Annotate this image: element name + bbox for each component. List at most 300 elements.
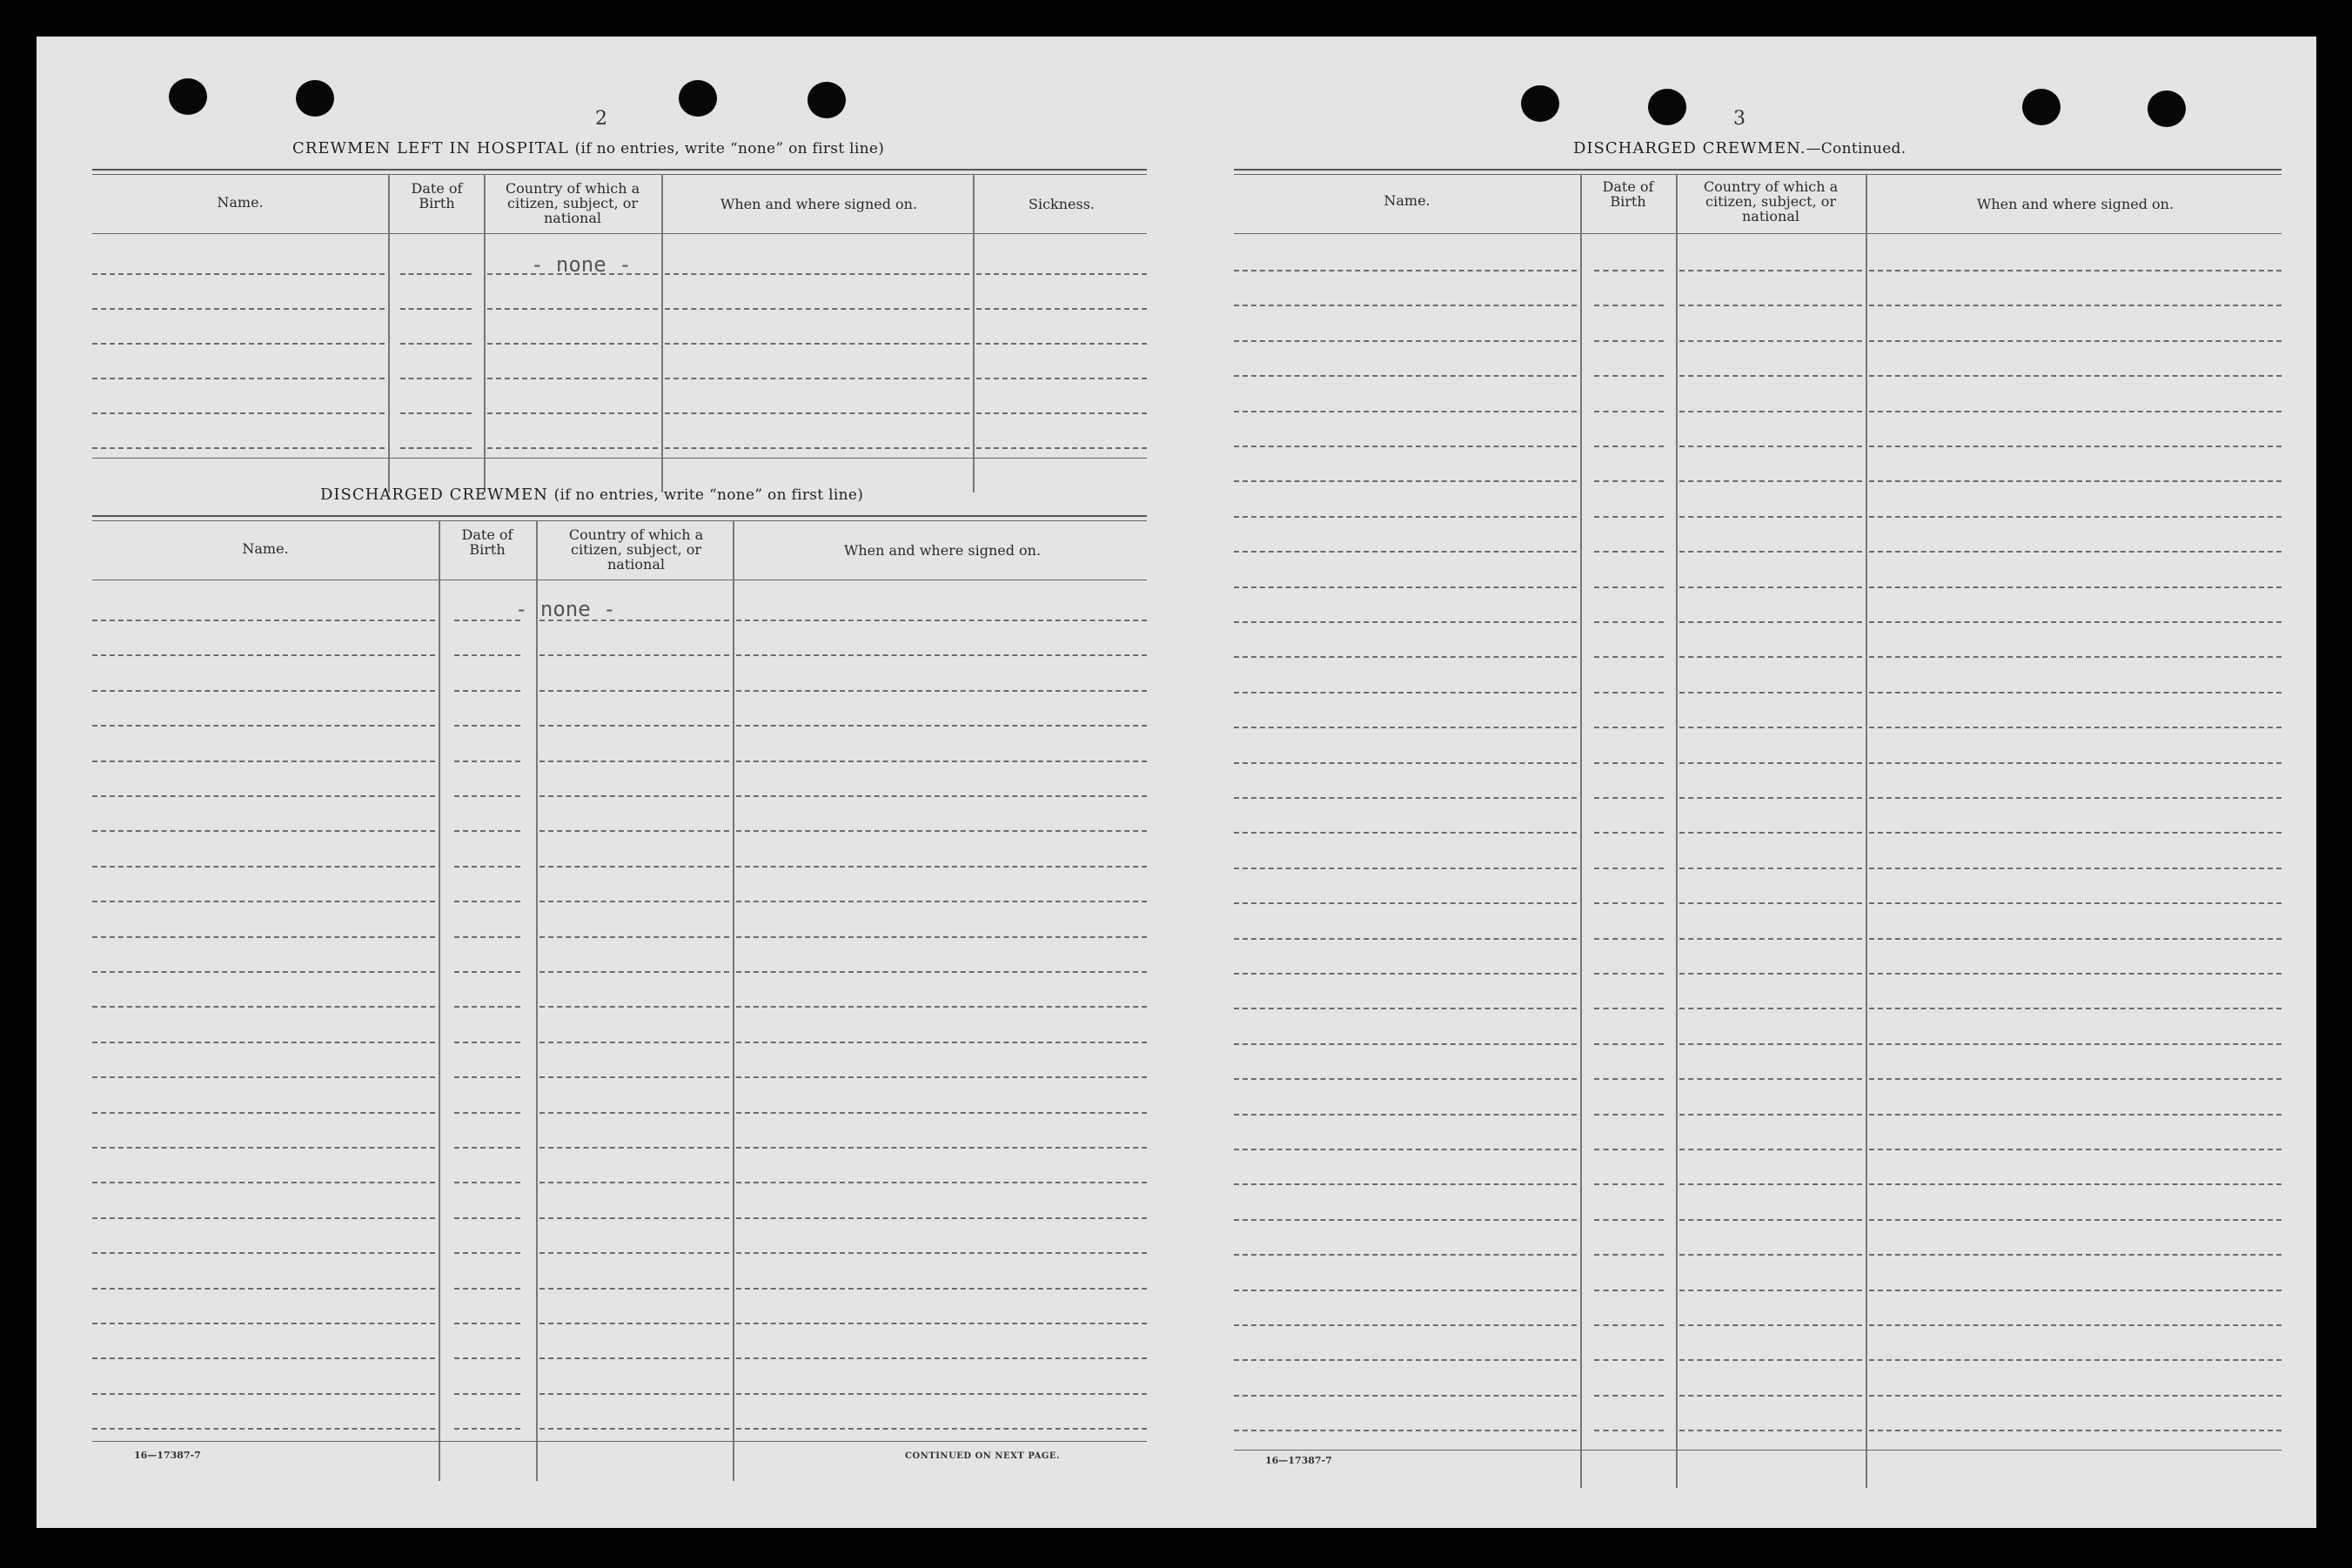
ruled-line (1679, 621, 1862, 623)
table-top-rule (92, 520, 1147, 521)
ruled-line (92, 412, 385, 414)
ruled-line (736, 725, 1147, 727)
column-divider (1580, 174, 1582, 1488)
ruled-line (1869, 621, 2282, 623)
ruled-line (1594, 1430, 1664, 1431)
ruled-line (1679, 1254, 1862, 1256)
ruled-line (1679, 656, 1862, 658)
ruled-line (92, 447, 385, 449)
ruled-line (736, 1393, 1147, 1395)
ruled-line (1234, 938, 1577, 940)
ruled-line (1679, 1324, 1862, 1326)
ruled-line (1594, 692, 1664, 694)
ruled-line (1869, 1430, 2282, 1431)
ruled-line (1679, 1430, 1862, 1431)
ruled-line (1234, 1043, 1577, 1045)
ruled-line (539, 901, 729, 902)
ruled-line (665, 447, 969, 449)
ruled-line (976, 447, 1147, 449)
ruled-line (1679, 1043, 1862, 1045)
ruled-line (487, 378, 658, 379)
ruled-line (1869, 480, 2282, 482)
ruled-line (1594, 938, 1664, 940)
ruled-line (454, 1006, 520, 1008)
ruled-line (1679, 305, 1862, 306)
ruled-line (736, 1357, 1147, 1359)
ruled-line (1594, 868, 1664, 869)
ruled-line (1679, 480, 1862, 482)
column-header-country: Country of which a citizen, subject, or national (1703, 178, 1839, 224)
ruled-line (1594, 1078, 1664, 1080)
ruled-line (1594, 340, 1664, 342)
column-header-country: Country of which a citizen, subject, or national (505, 180, 640, 226)
ruled-line (454, 1182, 520, 1183)
ruled-line (454, 1428, 520, 1430)
ruled-line (1594, 551, 1664, 553)
ruled-line (539, 1042, 729, 1043)
ruled-line (1679, 1008, 1862, 1009)
column-header-name: Name. (242, 540, 289, 557)
ruled-line (1679, 551, 1862, 553)
ruled-line (454, 1112, 520, 1114)
column-header-sickness: Sickness. (1028, 196, 1095, 212)
column-header-name: Name. (1384, 192, 1431, 209)
ruled-line (736, 866, 1147, 868)
ruled-line (1869, 1114, 2282, 1116)
ruled-line (1594, 1359, 1664, 1361)
ruled-line (454, 690, 520, 692)
ruled-line (454, 725, 520, 727)
ruled-line (92, 725, 435, 727)
ruled-line (1679, 832, 1862, 834)
ruled-line (1234, 411, 1577, 412)
ruled-line (1234, 973, 1577, 975)
punch-hole (679, 80, 717, 117)
ruled-line (454, 971, 520, 973)
ruled-line (539, 830, 729, 832)
ruled-line (1594, 1254, 1664, 1256)
ruled-line (1869, 270, 2282, 271)
ruled-line (1594, 1395, 1664, 1397)
ruled-line (539, 971, 729, 973)
ruled-line (92, 936, 435, 938)
table-top-rule (92, 174, 1147, 175)
ruled-line (1234, 832, 1577, 834)
ruled-line (1234, 1395, 1577, 1397)
ruled-line (736, 795, 1147, 797)
ruled-line (736, 654, 1147, 656)
ruled-line (1679, 1114, 1862, 1116)
column-header-dob: Date of Birth (1602, 178, 1654, 210)
ruled-line (454, 830, 520, 832)
ruled-line (1869, 868, 2282, 869)
ruled-line (1869, 1043, 2282, 1045)
ruled-line (1234, 446, 1577, 447)
header-bottom-rule (92, 233, 1147, 234)
ruled-line (1679, 1290, 1862, 1291)
column-divider (439, 520, 440, 1481)
ruled-line (1869, 762, 2282, 764)
punch-hole (2022, 89, 2061, 125)
discharged-section-title: DISCHARGED CREWMEN (if no entries, write “none” on first line) (320, 486, 864, 504)
ruled-line (1869, 1008, 2282, 1009)
ruled-line (1234, 305, 1577, 306)
ruled-line (736, 1217, 1147, 1219)
ruled-line (92, 654, 435, 656)
column-header-name: Name. (217, 194, 264, 211)
column-divider (1866, 174, 1867, 1488)
ruled-line (1234, 902, 1577, 904)
table-top-rule (1234, 174, 2282, 175)
ruled-line (1594, 480, 1664, 482)
ruled-line (92, 343, 385, 345)
ruled-line (539, 725, 729, 727)
ruled-line (736, 1288, 1147, 1290)
ruled-line (1869, 375, 2282, 377)
ruled-line (736, 690, 1147, 692)
ruled-line (1234, 586, 1577, 588)
ruled-line (487, 273, 658, 275)
table-bottom-rule (92, 458, 1147, 459)
ruled-line (1594, 305, 1664, 306)
ruled-line (1869, 1395, 2282, 1397)
punch-hole (807, 82, 846, 118)
ruled-line (1869, 938, 2282, 940)
ruled-line (1234, 1254, 1577, 1256)
ruled-line (92, 1393, 435, 1395)
ruled-line (1234, 1078, 1577, 1080)
ruled-line (1869, 973, 2282, 975)
ruled-line (1594, 1149, 1664, 1150)
ruled-line (1869, 340, 2282, 342)
ruled-line (92, 1288, 435, 1290)
ruled-line (665, 343, 969, 345)
ruled-line (1869, 692, 2282, 694)
ruled-line (1869, 1078, 2282, 1080)
ruled-line (1594, 446, 1664, 447)
ruled-line (1594, 762, 1664, 764)
ruled-line (1594, 586, 1664, 588)
ruled-line (92, 1182, 435, 1183)
ruled-line (1679, 692, 1862, 694)
ruled-line (92, 1112, 435, 1114)
ruled-line (1594, 411, 1664, 412)
ruled-line (1869, 551, 2282, 553)
ruled-line (400, 378, 472, 379)
ruled-line (1869, 727, 2282, 728)
ruled-line (1679, 902, 1862, 904)
ruled-line (736, 1323, 1147, 1324)
ruled-line (976, 308, 1147, 310)
ruled-line (1234, 656, 1577, 658)
ruled-line (454, 654, 520, 656)
ruled-line (539, 620, 729, 621)
ruled-line (454, 1323, 520, 1324)
ruled-line (1234, 1359, 1577, 1361)
ruled-line (1234, 1008, 1577, 1009)
ruled-line (1234, 340, 1577, 342)
ruled-line (539, 1006, 729, 1008)
page-number-left: 2 (595, 108, 607, 130)
ruled-line (1679, 868, 1862, 869)
ruled-line (454, 795, 520, 797)
ruled-line (736, 901, 1147, 902)
ruled-line (539, 1112, 729, 1114)
ruled-line (92, 1252, 435, 1254)
ruled-line (539, 1147, 729, 1149)
column-header-dob: Date of Birth (461, 526, 513, 558)
column-divider (973, 174, 975, 493)
ruled-line (1234, 797, 1577, 799)
ruled-line (1594, 656, 1664, 658)
ruled-line (1679, 1395, 1862, 1397)
ruled-line (736, 1147, 1147, 1149)
ruled-line (487, 343, 658, 345)
ruled-line (92, 378, 385, 379)
ruled-line (665, 378, 969, 379)
ruled-line (1594, 1324, 1664, 1326)
typed-none-entry: - none - (531, 252, 632, 277)
punch-hole (2148, 90, 2186, 127)
ruled-line (92, 1323, 435, 1324)
ruled-line (736, 1076, 1147, 1078)
ruled-line (1869, 1183, 2282, 1185)
ruled-line (1234, 1183, 1577, 1185)
ruled-line (539, 690, 729, 692)
ruled-line (1594, 1290, 1664, 1291)
punch-hole (169, 78, 207, 115)
ruled-line (1679, 797, 1862, 799)
ruled-line (539, 1393, 729, 1395)
column-divider (536, 520, 538, 1481)
ruled-line (454, 1147, 520, 1149)
ruled-line (1869, 1290, 2282, 1291)
ruled-line (736, 761, 1147, 762)
column-divider (388, 174, 390, 493)
ruled-line (92, 1147, 435, 1149)
ruled-line (736, 971, 1147, 973)
ruled-line (1679, 762, 1862, 764)
ruled-line (736, 620, 1147, 621)
ruled-line (400, 343, 472, 345)
ruled-line (736, 1428, 1147, 1430)
ruled-line (539, 761, 729, 762)
punch-hole (1648, 89, 1686, 125)
ruled-line (454, 620, 520, 621)
ruled-line (1679, 1149, 1862, 1150)
ruled-line (1869, 516, 2282, 518)
ruled-line (1869, 411, 2282, 412)
ruled-line (1869, 1219, 2282, 1221)
column-header-signed: When and where signed on. (720, 196, 918, 212)
ruled-line (1679, 938, 1862, 940)
ruled-line (539, 936, 729, 938)
table-bottom-rule (1234, 1450, 2282, 1451)
ruled-line (454, 1042, 520, 1043)
ruled-line (1679, 446, 1862, 447)
ruled-line (92, 1006, 435, 1008)
ruled-line (1679, 586, 1862, 588)
ruled-line (1869, 446, 2282, 447)
ruled-line (400, 412, 472, 414)
ruled-line (539, 866, 729, 868)
ruled-line (92, 273, 385, 275)
ruled-line (539, 654, 729, 656)
ruled-line (1594, 621, 1664, 623)
ruled-line (1234, 1324, 1577, 1326)
ruled-line (92, 690, 435, 692)
right-section-title: DISCHARGED CREWMEN.—Continued. (1573, 139, 1906, 157)
ruled-line (92, 1042, 435, 1043)
ruled-line (539, 1357, 729, 1359)
ruled-line (1869, 656, 2282, 658)
ruled-line (736, 1042, 1147, 1043)
ruled-line (1679, 973, 1862, 975)
ruled-line (1234, 270, 1577, 271)
ruled-line (400, 273, 472, 275)
column-header-country: Country of which a citizen, subject, or national (568, 526, 704, 573)
ruled-line (1234, 621, 1577, 623)
ruled-line (1869, 1324, 2282, 1326)
ruled-line (92, 1428, 435, 1430)
ruled-line (665, 412, 969, 414)
ruled-line (1594, 1183, 1664, 1185)
ruled-line (976, 378, 1147, 379)
ruled-line (1679, 375, 1862, 377)
ruled-line (400, 447, 472, 449)
ruled-line (487, 412, 658, 414)
table-bottom-rule (92, 1441, 1147, 1442)
ruled-line (976, 412, 1147, 414)
ruled-line (1594, 516, 1664, 518)
ruled-line (539, 795, 729, 797)
ruled-line (1869, 1359, 2282, 1361)
ruled-line (454, 1252, 520, 1254)
ruled-line (539, 1288, 729, 1290)
ruled-line (1679, 270, 1862, 271)
form-number: 16—17387-7 (1265, 1455, 1332, 1466)
ruled-line (1234, 375, 1577, 377)
ruled-line (1869, 797, 2282, 799)
ruled-line (454, 1288, 520, 1290)
ruled-line (454, 936, 520, 938)
table-top-rule (1234, 169, 2282, 171)
ruled-line (1594, 1114, 1664, 1116)
ruled-line (1679, 516, 1862, 518)
ruled-line (1679, 727, 1862, 728)
ruled-line (665, 308, 969, 310)
ruled-line (736, 936, 1147, 938)
punch-hole (1521, 85, 1559, 122)
column-divider (733, 520, 734, 1481)
ruled-line (1594, 1043, 1664, 1045)
ruled-line (1869, 1149, 2282, 1150)
ruled-line (736, 1182, 1147, 1183)
ruled-line (1234, 516, 1577, 518)
ruled-line (1679, 1183, 1862, 1185)
ruled-line (92, 1357, 435, 1359)
ruled-line (1869, 902, 2282, 904)
ruled-line (1869, 832, 2282, 834)
ruled-line (1594, 1219, 1664, 1221)
ruled-line (92, 1076, 435, 1078)
ruled-line (1234, 868, 1577, 869)
ruled-line (1234, 692, 1577, 694)
ruled-line (1594, 727, 1664, 728)
typed-none-entry: - none - (515, 597, 616, 621)
punch-hole (296, 80, 334, 117)
ruled-line (487, 447, 658, 449)
ruled-line (539, 1428, 729, 1430)
ruled-line (1869, 586, 2282, 588)
ruled-line (400, 308, 472, 310)
page-number-right: 3 (1733, 108, 1746, 130)
table-top-rule (92, 515, 1147, 517)
ruled-line (454, 761, 520, 762)
ruled-line (539, 1182, 729, 1183)
ruled-line (736, 1006, 1147, 1008)
ruled-line (1594, 832, 1664, 834)
column-divider (1676, 174, 1678, 1488)
ruled-line (92, 866, 435, 868)
ruled-line (92, 971, 435, 973)
ruled-line (539, 1252, 729, 1254)
ruled-line (976, 273, 1147, 275)
ruled-line (454, 901, 520, 902)
ruled-line (1234, 1114, 1577, 1116)
ruled-line (665, 273, 969, 275)
ruled-line (1594, 375, 1664, 377)
ruled-line (736, 1112, 1147, 1114)
ruled-line (539, 1323, 729, 1324)
ruled-line (454, 1217, 520, 1219)
ruled-line (1594, 902, 1664, 904)
ruled-line (1679, 340, 1862, 342)
header-bottom-rule (1234, 233, 2282, 234)
ruled-line (1234, 551, 1577, 553)
ruled-line (1234, 1290, 1577, 1291)
ruled-line (1679, 1078, 1862, 1080)
ruled-line (976, 343, 1147, 345)
column-divider (661, 174, 663, 493)
ruled-line (1869, 1254, 2282, 1256)
ruled-line (1234, 1149, 1577, 1150)
ruled-line (539, 1076, 729, 1078)
ruled-line (454, 1393, 520, 1395)
ruled-line (1234, 1219, 1577, 1221)
column-header-signed: When and where signed on. (1976, 196, 2174, 212)
column-header-dob: Date of Birth (411, 180, 463, 211)
column-header-signed: When and where signed on. (843, 542, 1042, 559)
ruled-line (1679, 1359, 1862, 1361)
column-divider (484, 174, 486, 493)
ruled-line (1594, 270, 1664, 271)
ruled-line (454, 1357, 520, 1359)
ruled-line (736, 1252, 1147, 1254)
ruled-line (92, 761, 435, 762)
ruled-line (736, 830, 1147, 832)
form-number: 16—17387-7 (134, 1450, 201, 1461)
continued-note: CONTINUED ON NEXT PAGE. (905, 1451, 1061, 1461)
ruled-line (92, 1217, 435, 1219)
ruled-line (1679, 1219, 1862, 1221)
table-top-rule (92, 169, 1147, 171)
ruled-line (454, 866, 520, 868)
ruled-line (1234, 727, 1577, 728)
ruled-line (454, 1076, 520, 1078)
ruled-line (92, 830, 435, 832)
ruled-line (1234, 762, 1577, 764)
